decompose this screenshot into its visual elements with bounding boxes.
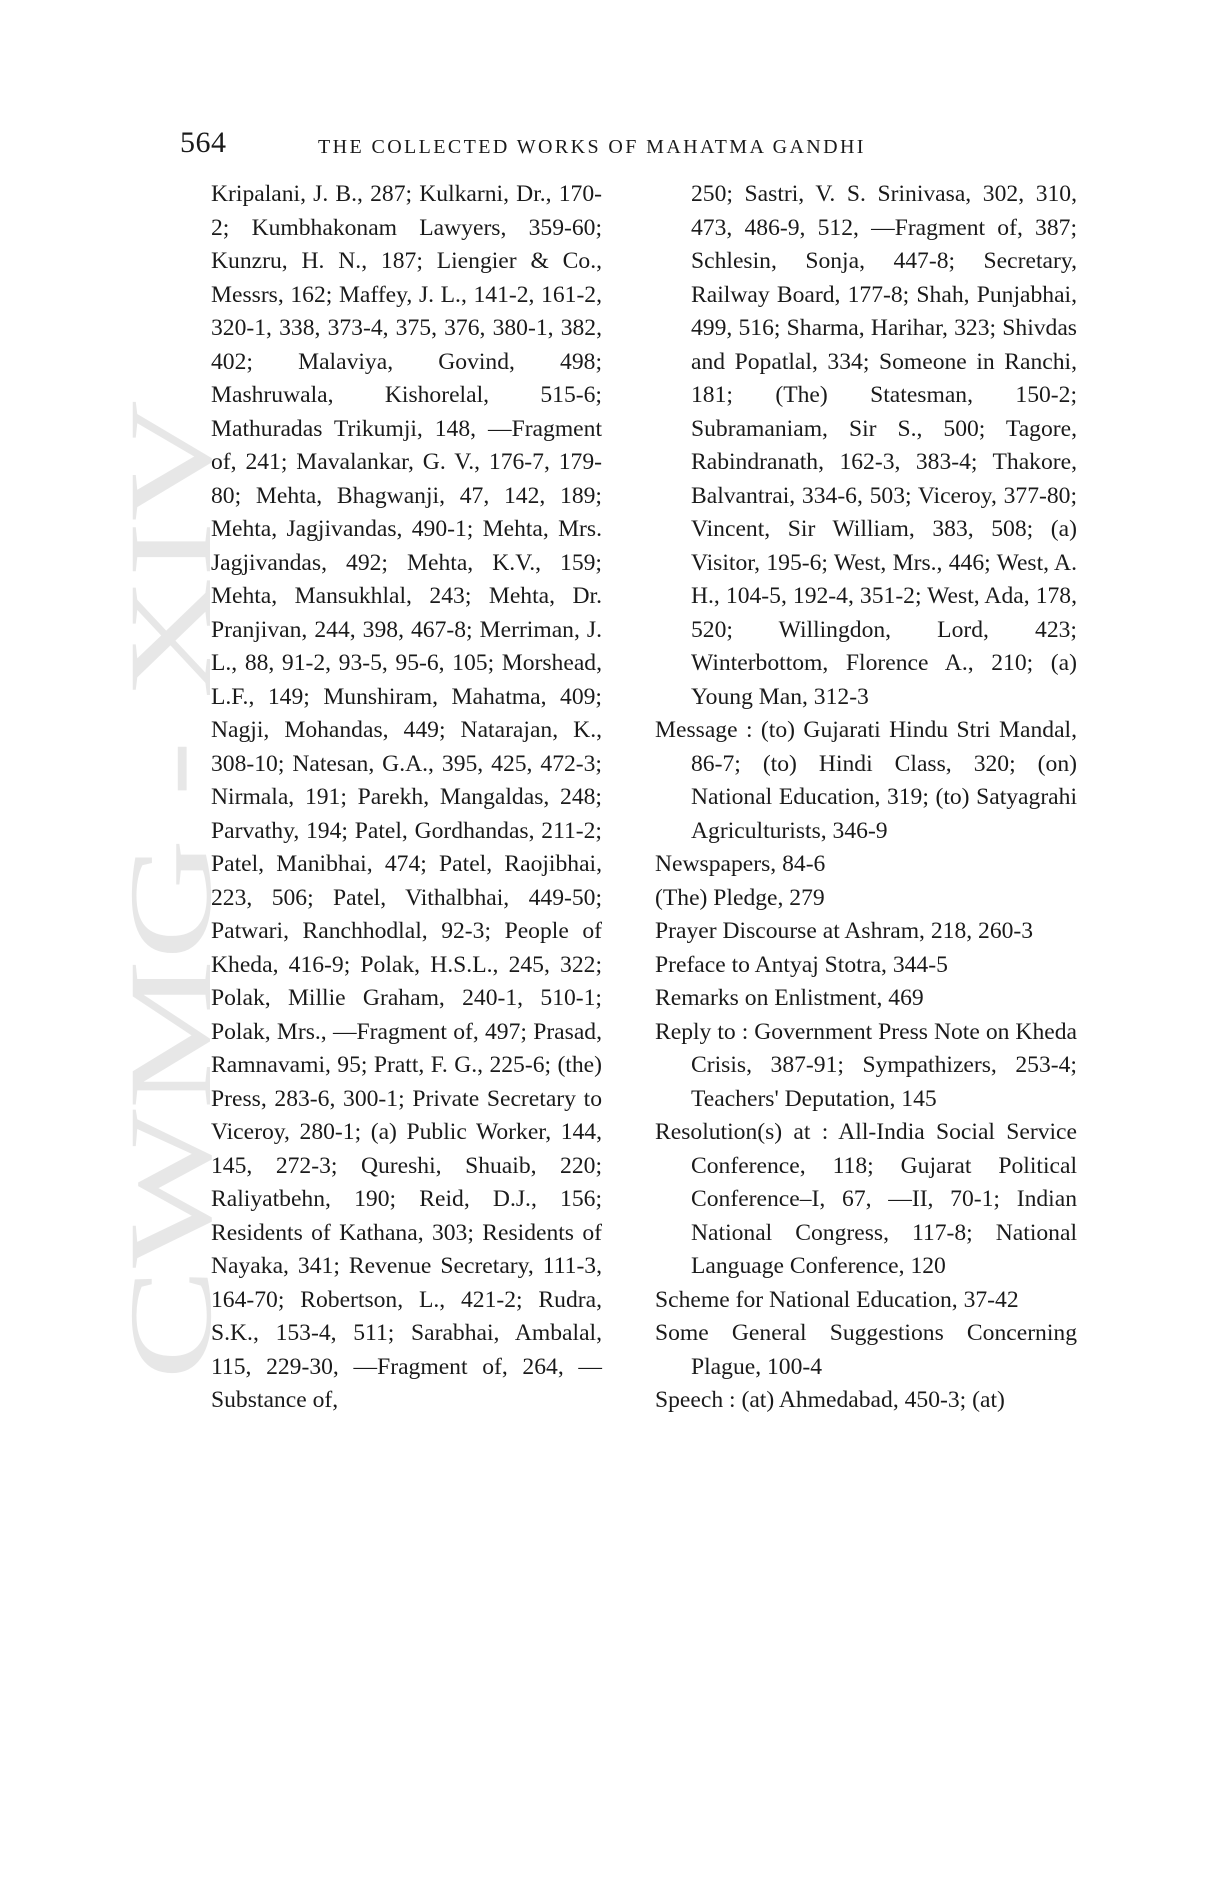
running-title: THE COLLECTED WORKS OF MAHATMA GANDHI [318,136,866,158]
index-entry: Remarks on Enlistment, 469 [655,985,924,1011]
index-continuation-text: 250; Sastri, V. S. Srinivasa, 302, 310, 473, 486-9, 512, —Fragment of, 387; Schlesin, Sonja, 447-8; Secretary, Railway Board, 177-8; Shah, Punjabhai, 499, 516; Sharma, Harihar, 323; Shivdas and Popatlal, 334; Someone in Ranchi, 181; (The) Statesman, 150-2; Subramaniam, Sir S., 500; Tagore, Rabindranath, 162-3, 383-4; Thakore, Balvantrai, 334-6, 503; Viceroy, 377-80; Vincent, Sir William, 383, 508; (a) Visitor, 195-6; West, Mrs., 446; West, A. H., 104-5, 192-4, 351-2; West, Ada, 178, 520; Willingdon, Lord, 423; Winterbottom, Florence A., 210; (a) Young Man, 312-3 [691,181,1077,710]
index-left-column [211,178,602,1418]
page-number: 564 [180,126,227,159]
index-entry: Resolution(s) at : All-India Social Service Conference, 118; Gujarat Political Conference–I, 67, —II, 70-1; Indian National Congress, 117-8; National Language Conference, 120 [655,1119,1077,1279]
index-entry: Message : (to) Gujarati Hindu Stri Mandal, 86-7; (to) Hindi Class, 320; (on) National Education, 319; (to) Satyagrahi Agriculturists, 346-9 [655,717,1077,844]
index-entry: Preface to Antyaj Stotra, 344-5 [655,951,948,978]
index-entry: Some General Suggestions Concerning Plague, 100-4 [655,1320,1077,1380]
index-entry: Newspapers, 84-6 [655,851,826,877]
index-entry: Speech : (at) Ahmedabad, 450-3; (at) [655,1387,1005,1413]
index-entry: Reply to : Government Press Note on Kheda Crisis, 387-91; Sympathizers, 253-4; Teachers' Deputation, 145 [655,1018,1077,1112]
index-right-column [655,178,1077,1418]
index-entry-text: Kripalani, J. B., 287; Kulkarni, Dr., 170-2; Kumbhakonam Lawyers, 359-60; Kunzru, H. N., 187; Liengier & Co., Messrs, 162; Maffey, J. L., 141-2, 161-2, 320-1, 338, 373-4, 375, 376, 380-1, 382, 402; Malaviya, Govind, 498; Mashruwala, Kishorelal, 515-6; Mathuradas Trikumji, 148, —Fragment of, 241; Mavalankar, G. V., 176-7, 179-80; Mehta, Bhagwanji, 47, 142, 189; Mehta, Jagjivandas, 490-1; Mehta, Mrs. Jagjivandas, 492; Mehta, K.V., 159; Mehta, Mansukhlal, 243; Mehta, Dr. Pranjivan, 244, 398, 467-8; Merriman, J. L., 88, 91-2, 93-5, 95-6, 105; Morshead, L.F., 149; Munshiram, Mahatma, 409; Nagji, Mohandas, 449; Natarajan, K., 308-10; Natesan, G.A., 395, 425, 472-3; Nirmala, 191; Parekh, Mangaldas, 248; Parvathy, 194; Patel, Gordhandas, 211-2; Patel, Manibhai, 474; Patel, Raojibhai, 223, 506; Patel, Vithalbhai, 449-50; Patwari, Ranchhodlal, 92-3; People of Kheda, 416-9; Polak, H.S.L., 245, 322; Polak, Millie Graham, 240-1, 510-1; Polak, Mrs., —Fragment of, 497; Prasad, Ramnavami, 95; Pratt, F. G., 225-6; (the) Press, 283-6, 300-1; Private Secretary to Viceroy, 280-1; (a) Public Worker, 144, 145, 272-3; Qureshi, Shuaib, 220; Raliyatbehn, 190; Reid, D.J., 156; Residents of Kathana, 303; Residents of Nayaka, 341; Revenue Secretary, 111-3, 164-70; Robertson, L., 421-2; Rudra, S.K., 153-4, 511; Sarabhai, Ambalal, 115, 229-30, —Fragment of, 264, —Substance of, [211,181,602,1413]
watermark-text: CWMG - XIV [105,691,236,1380]
index-entry: Scheme for National Education, 37-42 [655,1286,1019,1313]
index-entry: (The) Pledge, 279 [655,884,825,911]
index-entry: Prayer Discourse at Ashram, 218, 260-3 [655,918,1034,944]
